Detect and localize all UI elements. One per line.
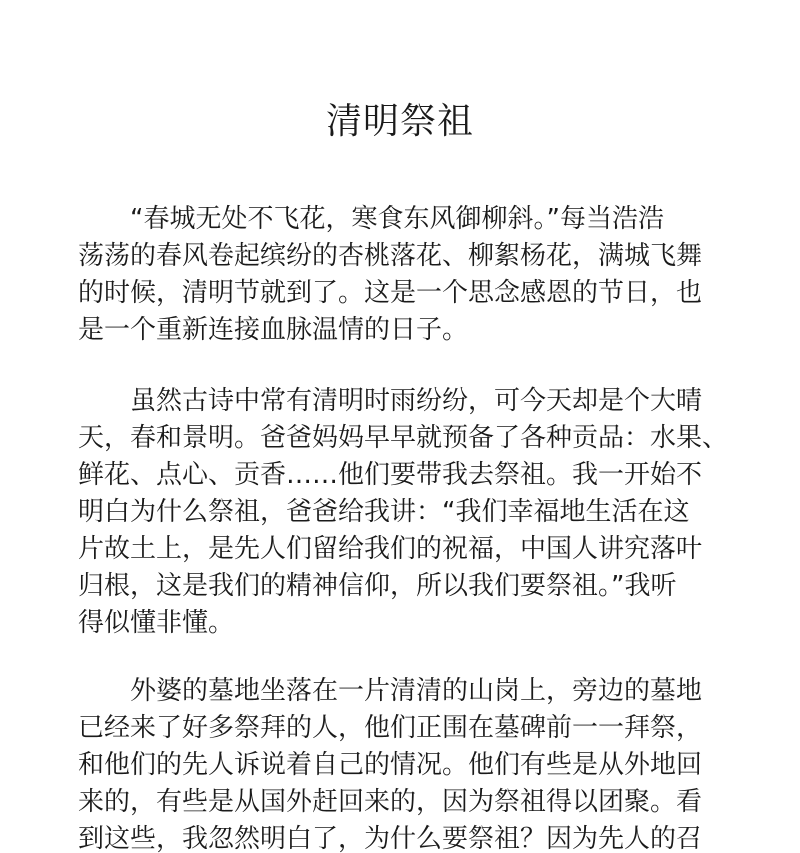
paragraph-line: 得似懂非懂。 [78, 608, 235, 638]
paragraph-line: 荡荡的春风卷起缤纷的杏桃落花、柳絮杨花，满城飞舞 [78, 241, 703, 271]
paragraph-line: 来的，有些是从国外赶回来的，因为祭祖得以团聚。看 [78, 787, 703, 817]
paragraph-line: 和他们的先人诉说着自己的情况。他们有些是从外地回 [78, 750, 703, 780]
paragraph-line: 外婆的墓地坐落在一片清清的山岗上，旁边的墓地 [78, 676, 703, 706]
paragraph-2 [78, 383, 728, 642]
paragraph-1 [78, 201, 728, 349]
paragraph-line: 虽然古诗中常有清明时雨纷纷，可今天却是个大晴 [78, 386, 703, 416]
paragraph-line: 片故土上，是先人们留给我们的祝福，中国人讲究落叶 [78, 534, 703, 564]
article-title: 清明祭祖 [325, 101, 474, 142]
paragraph-line: 到这些，我忽然明白了，为什么要祭祖？因为先人的召 [78, 824, 703, 853]
paragraph-line: 归根，这是我们的精神信仰，所以我们要祭祖。”我听 [78, 571, 677, 601]
paragraph-line: 鲜花、点心、贡香……他们要带我去祭祖。我一开始不 [78, 460, 703, 490]
paragraph-line: 的时候，清明节就到了。这是一个思念感恩的节日，也 [78, 278, 703, 308]
paragraph-line: 是一个重新连接血脉温情的日子。 [78, 315, 469, 345]
paragraph-line: 明白为什么祭祖，爸爸给我讲：“我们幸福地生活在这 [78, 497, 690, 527]
paragraph-line: “春城无处不飞花，寒食东风御柳斜。”每当浩浩 [78, 204, 664, 234]
paragraph-line: 天，春和景明。爸爸妈妈早早就预备了各种贡品：水果、 [78, 423, 729, 453]
paragraph-3 [78, 673, 728, 853]
paragraph-line: 已经来了好多祭拜的人，他们正围在墓碑前一一拜祭， [78, 713, 703, 743]
